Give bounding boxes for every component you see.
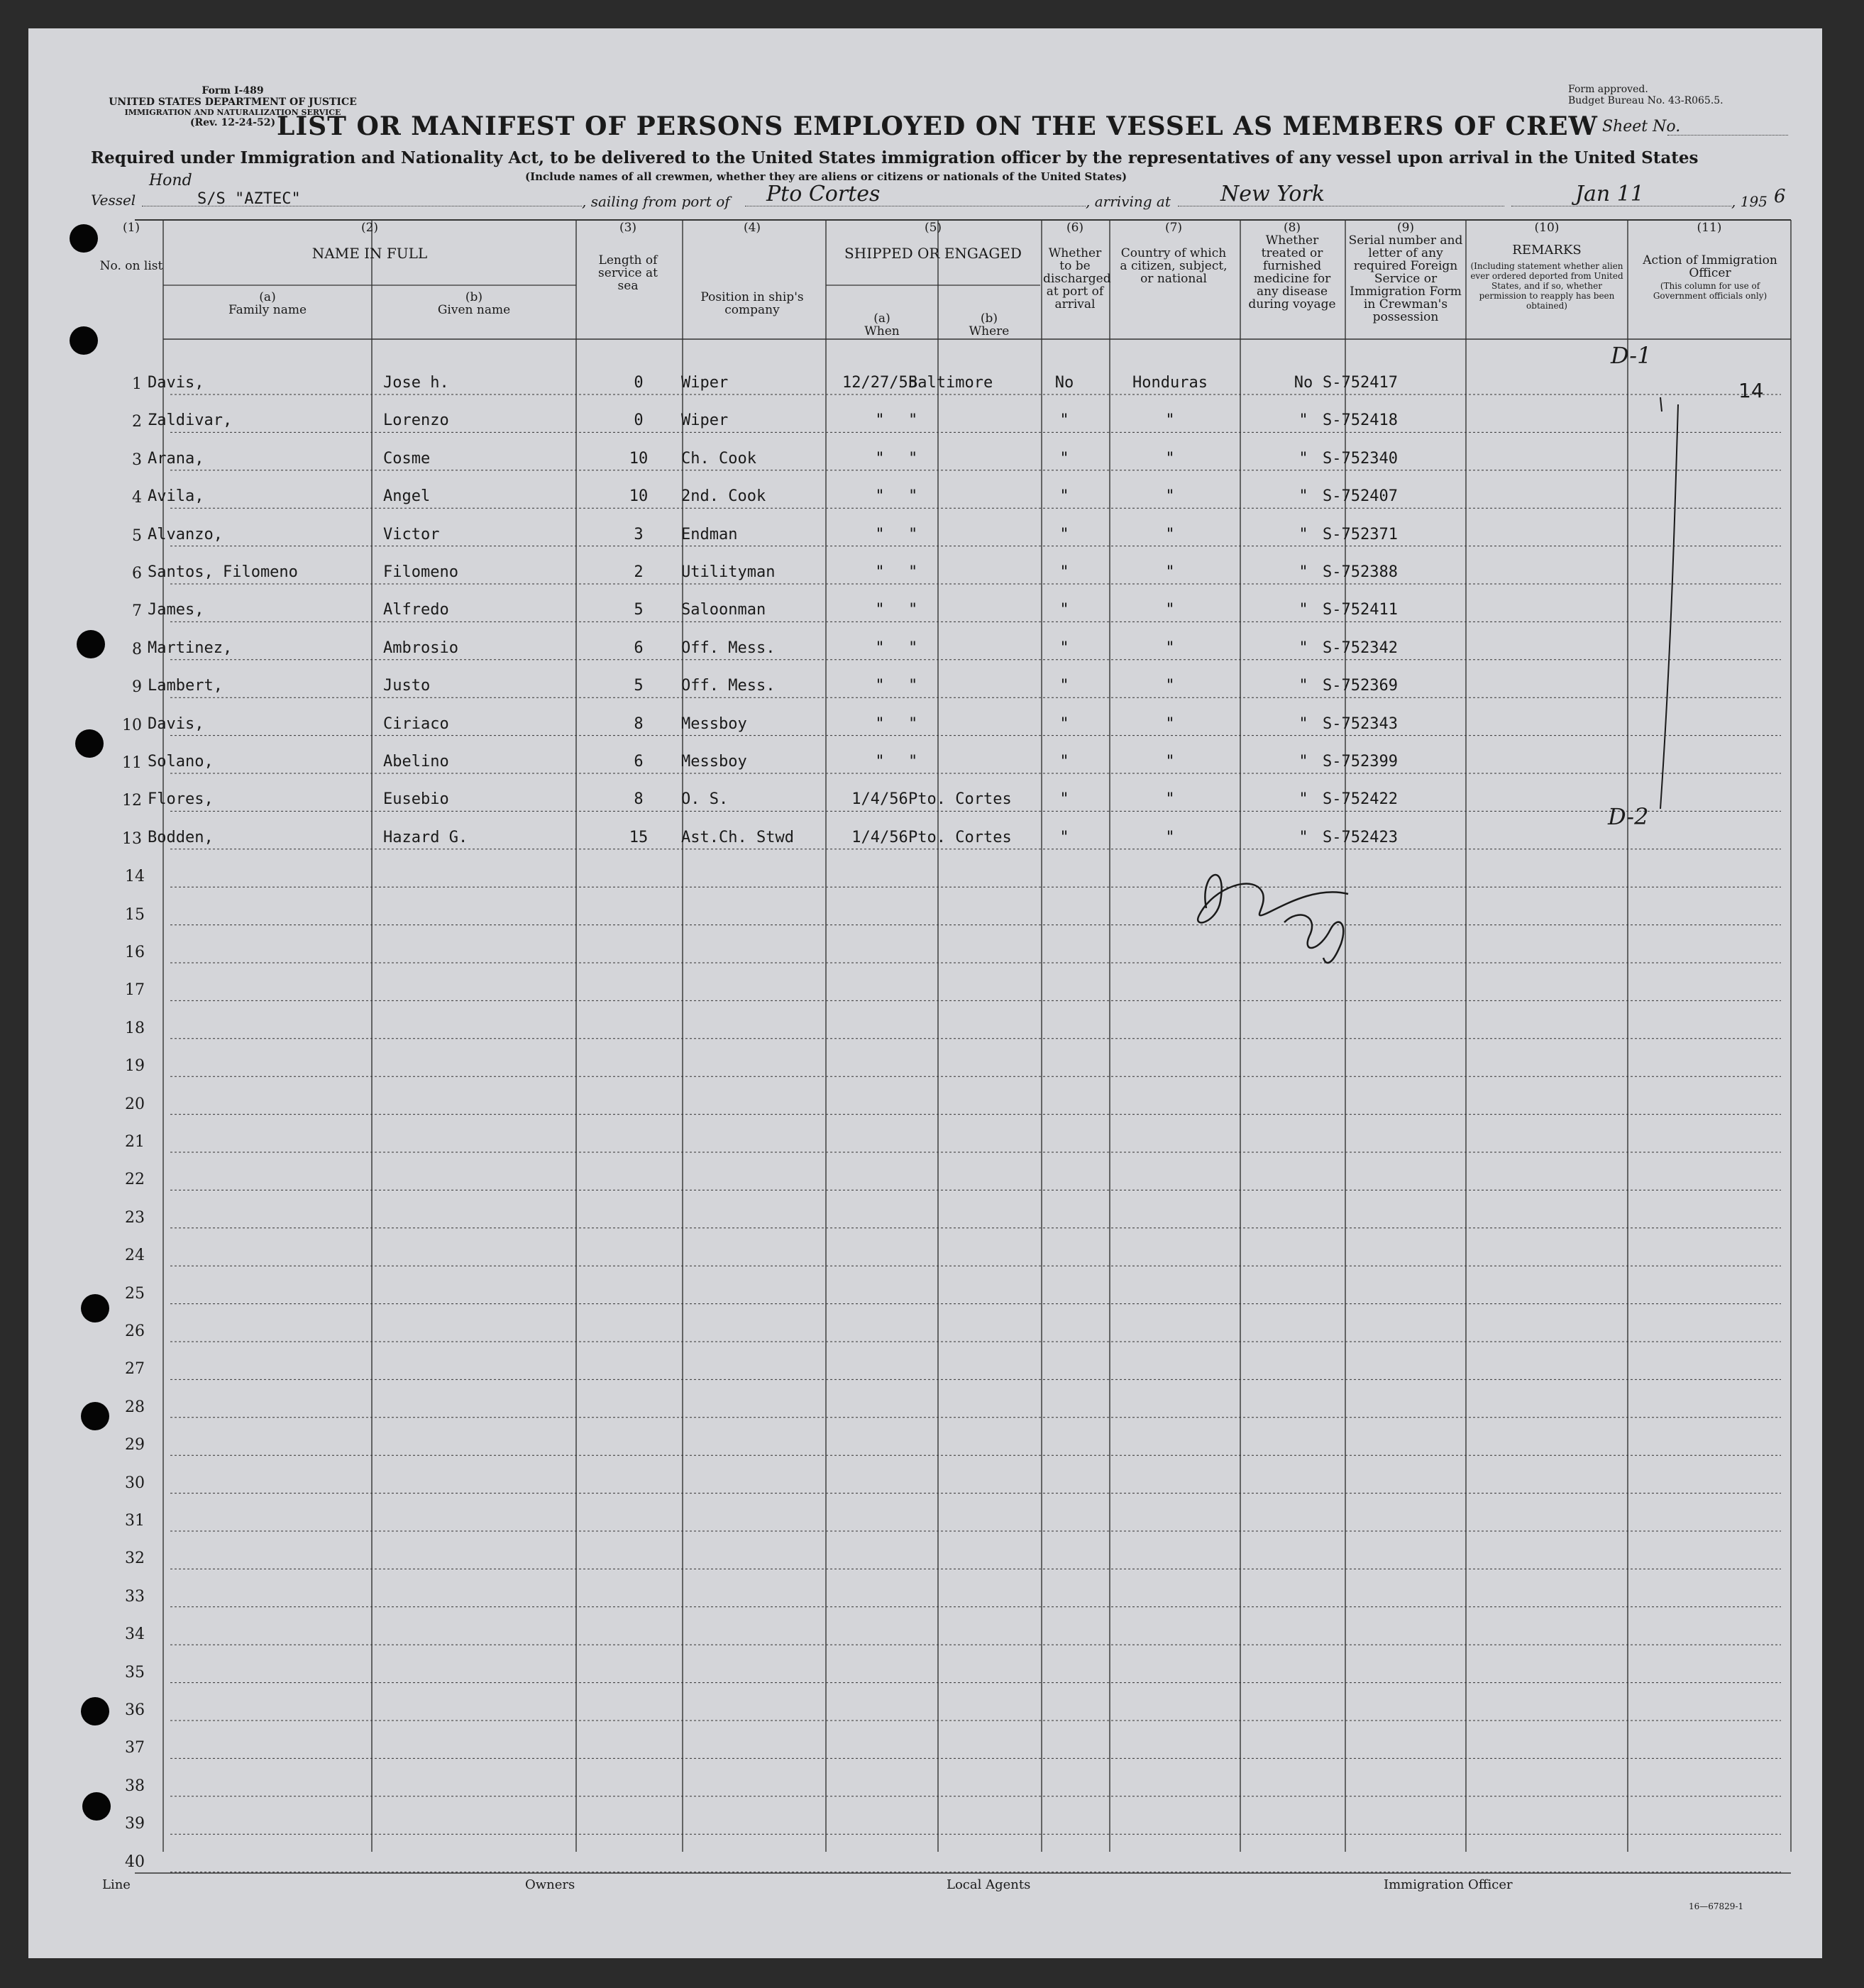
sailing-port: Pto Cortes bbox=[766, 182, 881, 206]
line-number: 29 bbox=[125, 1436, 145, 1454]
cell-given-name: Hazard G. bbox=[383, 828, 468, 846]
cell-discharged: " bbox=[1059, 828, 1069, 846]
cell-country: " bbox=[1165, 601, 1175, 619]
cell-given-name: Victor bbox=[383, 525, 440, 543]
service: IMMIGRATION AND NATURALIZATION SERVICE bbox=[124, 108, 341, 117]
cell-country: " bbox=[1165, 828, 1175, 846]
cell-treated: " bbox=[1298, 753, 1308, 771]
line-number: 31 bbox=[125, 1512, 145, 1530]
cell-position: 2nd. Cook bbox=[681, 487, 766, 506]
line-number: 18 bbox=[125, 1019, 145, 1037]
cell-serial: S-752343 bbox=[1323, 714, 1398, 733]
cell-position: Wiper bbox=[681, 412, 729, 430]
cell-family-name: Zaldivar, bbox=[148, 412, 233, 430]
cell-discharged: " bbox=[1059, 563, 1069, 581]
cell-country: " bbox=[1165, 525, 1175, 543]
col9-label: Serial number and letter of any required Foreign Service or Immigration Form in Crewman's possession bbox=[1348, 233, 1463, 324]
col2-label: NAME IN FULL bbox=[311, 245, 428, 262]
print-code: 16—67829-1 bbox=[1689, 1901, 1744, 1911]
col7-label: Country of which a citizen, subject, or national bbox=[1120, 246, 1228, 286]
punch-hole bbox=[81, 1402, 109, 1430]
cell-given-name: Alfredo bbox=[383, 601, 449, 619]
cell-family-name: Flores, bbox=[148, 790, 214, 809]
cell-when: " bbox=[875, 449, 885, 468]
cell-when: " bbox=[875, 525, 885, 543]
col4-number: (4) bbox=[743, 221, 761, 235]
cell-where: " bbox=[908, 412, 918, 430]
include-note: (Include names of all crewmen, whether they are aliens or citizens or nationals of the United States) bbox=[525, 170, 1127, 183]
line-number: 13 bbox=[122, 829, 142, 848]
cell-discharged: " bbox=[1059, 487, 1069, 506]
line-number: 33 bbox=[125, 1587, 145, 1606]
cell-when: 1/4/56 bbox=[851, 790, 908, 809]
page-title: LIST OR MANIFEST OF PERSONS EMPLOYED ON THE VESSEL AS MEMBERS OF CREW bbox=[277, 111, 1598, 141]
cell-service: 3 bbox=[634, 525, 644, 543]
cell-discharged: " bbox=[1059, 601, 1069, 619]
cell-discharged: " bbox=[1059, 677, 1069, 695]
cell-discharged: No bbox=[1054, 374, 1074, 392]
cell-when: " bbox=[875, 714, 885, 733]
footer-owners-label: Owners bbox=[525, 1877, 575, 1892]
cell-service: 8 bbox=[634, 790, 644, 809]
cell-where: " bbox=[908, 677, 918, 695]
cell-when: 1/4/56 bbox=[851, 828, 908, 846]
cell-serial: S-752407 bbox=[1323, 487, 1398, 506]
department: UNITED STATES DEPARTMENT OF JUSTICE bbox=[109, 96, 357, 108]
line-number: 6 bbox=[132, 565, 142, 582]
vessel-name: S/S "AZTEC" bbox=[197, 190, 301, 208]
cell-discharged: " bbox=[1059, 449, 1069, 468]
col2a-label: (a) Family name bbox=[228, 290, 307, 317]
cell-country: " bbox=[1165, 639, 1175, 657]
col11-number: (11) bbox=[1697, 221, 1722, 235]
cell-country: " bbox=[1165, 790, 1175, 809]
cell-service: 8 bbox=[634, 714, 644, 733]
revision: (Rev. 12-24-52) bbox=[189, 117, 276, 128]
cell-country: " bbox=[1165, 563, 1175, 581]
cell-serial: S-752417 bbox=[1323, 374, 1398, 392]
cell-service: 10 bbox=[629, 487, 649, 506]
cell-family-name: James, bbox=[148, 601, 204, 619]
cell-position: Wiper bbox=[681, 374, 729, 392]
col3-label: Length of service at sea bbox=[598, 253, 658, 293]
cell-family-name: Lambert, bbox=[148, 677, 223, 695]
col10-number: (10) bbox=[1534, 221, 1560, 235]
cell-serial: S-752422 bbox=[1323, 790, 1398, 809]
punch-hole bbox=[81, 1697, 109, 1725]
cell-given-name: Ciriaco bbox=[383, 714, 449, 733]
cell-given-name: Justo bbox=[383, 677, 431, 695]
footer-line-label: Line bbox=[102, 1877, 131, 1892]
cell-treated: " bbox=[1298, 828, 1308, 846]
footer-officer-label: Immigration Officer bbox=[1384, 1877, 1513, 1892]
cell-serial: S-752399 bbox=[1323, 753, 1398, 771]
footer-agents-label: Local Agents bbox=[947, 1877, 1031, 1892]
cell-serial: S-752371 bbox=[1323, 525, 1398, 543]
col11-note: (This column for use of Government officials only) bbox=[1653, 281, 1768, 301]
col1-label: No. on list bbox=[99, 259, 163, 273]
cell-service: 10 bbox=[629, 449, 649, 468]
cell-position: Messboy bbox=[681, 714, 747, 733]
line-number: 17 bbox=[125, 981, 145, 1000]
cell-treated: " bbox=[1298, 601, 1308, 619]
officer-signature bbox=[1178, 844, 1419, 972]
cell-given-name: Abelino bbox=[383, 753, 449, 771]
punch-hole bbox=[75, 729, 104, 758]
punch-hole bbox=[82, 1792, 111, 1821]
line-number: 10 bbox=[122, 716, 142, 734]
cell-service: 6 bbox=[634, 753, 644, 771]
cell-position: Ch. Cook bbox=[681, 449, 756, 468]
cell-position: Off. Mess. bbox=[681, 639, 776, 657]
cell-discharged: " bbox=[1059, 639, 1069, 657]
line-number: 35 bbox=[125, 1663, 145, 1681]
col6-number: (6) bbox=[1066, 221, 1084, 235]
cell-discharged: " bbox=[1059, 714, 1069, 733]
line-number: 2 bbox=[132, 413, 142, 431]
cell-position: Saloonman bbox=[681, 601, 766, 619]
line-number: 7 bbox=[132, 602, 142, 621]
ditto-line-annotation bbox=[1639, 383, 1696, 823]
cell-where: " bbox=[908, 639, 918, 657]
punch-hole bbox=[81, 1294, 109, 1322]
cell-family-name: Bodden, bbox=[148, 828, 214, 846]
cell-position: Utilityman bbox=[681, 563, 776, 581]
subtitle: Required under Immigration and Nationality Act, to be delivered to the United States immigration officer by the representatives of any vessel upon arrival in the United States bbox=[91, 149, 1699, 167]
arriving-label: , arriving at bbox=[1086, 193, 1171, 210]
vessel-label: Vessel bbox=[91, 192, 136, 209]
cell-treated: " bbox=[1298, 563, 1308, 581]
cell-discharged: " bbox=[1059, 790, 1069, 809]
cell-where: " bbox=[908, 601, 918, 619]
cell-country: " bbox=[1165, 487, 1175, 506]
cell-service: 0 bbox=[634, 374, 644, 392]
line-number: 27 bbox=[125, 1360, 145, 1379]
cell-discharged: " bbox=[1059, 753, 1069, 771]
cell-position: Off. Mess. bbox=[681, 677, 776, 695]
line-number: 25 bbox=[125, 1284, 145, 1303]
line-number: 3 bbox=[132, 451, 142, 469]
cell-treated: " bbox=[1298, 525, 1308, 543]
line-number: 34 bbox=[125, 1625, 145, 1644]
cell-when: " bbox=[875, 753, 885, 771]
manifest-sheet bbox=[28, 28, 1822, 1958]
cell-service: 0 bbox=[634, 412, 644, 430]
punch-hole bbox=[77, 630, 105, 658]
cell-family-name: Santos, Filomeno bbox=[148, 563, 298, 581]
year-hand: 6 bbox=[1774, 186, 1786, 207]
line-number: 20 bbox=[125, 1095, 145, 1113]
cell-given-name: Lorenzo bbox=[383, 412, 449, 430]
line-number: 15 bbox=[125, 905, 145, 924]
cell-when: " bbox=[875, 639, 885, 657]
cell-treated: " bbox=[1298, 487, 1308, 506]
line-number: 24 bbox=[125, 1247, 145, 1265]
annotation-count: 14 bbox=[1738, 379, 1764, 402]
cell-given-name: Ambrosio bbox=[383, 639, 458, 657]
cell-country: " bbox=[1165, 449, 1175, 468]
sheet-number-label: Sheet No. bbox=[1602, 118, 1681, 136]
line-number: 4 bbox=[132, 489, 142, 507]
col10-label: REMARKS bbox=[1512, 243, 1582, 258]
line-number: 22 bbox=[125, 1171, 145, 1189]
col10-note: (Including statement whether alien ever ordered deported from United States, and if so, whether permission to reapply has been obtained) bbox=[1470, 261, 1623, 311]
cell-position: Messboy bbox=[681, 753, 747, 771]
col6-label: Whether to be discharged at port of arrival bbox=[1043, 246, 1111, 311]
cell-serial: S-752418 bbox=[1323, 412, 1398, 430]
line-number: 5 bbox=[132, 526, 142, 545]
line-number: 9 bbox=[132, 678, 142, 697]
cell-when: 12/27/55 bbox=[842, 374, 917, 392]
cell-position: Endman bbox=[681, 525, 738, 543]
punch-hole bbox=[70, 224, 98, 253]
col3-number: (3) bbox=[619, 221, 637, 235]
cell-service: 6 bbox=[634, 639, 644, 657]
arrival-date: Jan 11 bbox=[1575, 182, 1644, 206]
line-number: 16 bbox=[125, 944, 145, 961]
col2b-label: (b) Given name bbox=[437, 290, 511, 317]
col9-number: (9) bbox=[1396, 221, 1415, 235]
cell-treated: " bbox=[1298, 449, 1308, 468]
line-number: 11 bbox=[122, 754, 142, 772]
col5b-label: (b) Where bbox=[969, 311, 1010, 338]
cell-family-name: Avila, bbox=[148, 487, 204, 506]
cell-country: " bbox=[1165, 753, 1175, 771]
cell-family-name: Solano, bbox=[148, 753, 214, 771]
line-number: 14 bbox=[125, 868, 145, 886]
cell-given-name: Filomeno bbox=[383, 563, 458, 581]
line-number: 39 bbox=[125, 1815, 145, 1833]
cell-serial: S-752411 bbox=[1323, 601, 1398, 619]
cell-service: 5 bbox=[634, 601, 644, 619]
cell-where: Baltimore bbox=[908, 374, 993, 392]
cell-given-name: Eusebio bbox=[383, 790, 449, 809]
cell-family-name: Davis, bbox=[148, 374, 204, 392]
cell-where: Pto. Cortes bbox=[908, 790, 1012, 809]
col1-number: (1) bbox=[122, 221, 140, 235]
cell-serial: S-752369 bbox=[1323, 677, 1398, 695]
cell-service: 15 bbox=[629, 828, 649, 846]
form-approved: Form approved. bbox=[1568, 84, 1648, 95]
cell-family-name: Martinez, bbox=[148, 639, 233, 657]
cell-treated: " bbox=[1298, 714, 1308, 733]
cell-service: 5 bbox=[634, 677, 644, 695]
cell-family-name: Davis, bbox=[148, 714, 204, 733]
cell-country: " bbox=[1165, 412, 1175, 430]
annotation-d2: D-2 bbox=[1608, 803, 1649, 830]
line-number: 12 bbox=[122, 792, 142, 810]
cell-service: 2 bbox=[634, 563, 644, 581]
line-number: 26 bbox=[125, 1322, 145, 1340]
col5-number: (5) bbox=[924, 221, 942, 235]
line-number: 36 bbox=[125, 1701, 145, 1719]
col11-label: Action of Immigration Officer bbox=[1643, 253, 1777, 280]
line-number: 21 bbox=[125, 1133, 145, 1151]
line-number: 32 bbox=[125, 1550, 145, 1568]
cell-serial: S-752388 bbox=[1323, 563, 1398, 581]
cell-given-name: Jose h. bbox=[383, 374, 449, 392]
col7-number: (7) bbox=[1164, 221, 1183, 235]
cell-discharged: " bbox=[1059, 525, 1069, 543]
cell-when: " bbox=[875, 412, 885, 430]
line-number: 1 bbox=[132, 375, 142, 393]
cell-where: Pto. Cortes bbox=[908, 828, 1012, 846]
cell-serial: S-752342 bbox=[1323, 639, 1398, 657]
line-number: 23 bbox=[125, 1208, 145, 1227]
col8-label: Whether treated or furnished medicine for any disease during voyage bbox=[1248, 233, 1336, 311]
cell-treated: " bbox=[1298, 677, 1308, 695]
cell-where: " bbox=[908, 714, 918, 733]
form-number: Form I-489 bbox=[202, 85, 264, 96]
arriving-port: New York bbox=[1220, 182, 1325, 206]
punch-hole bbox=[70, 326, 98, 355]
col5a-label: (a) When bbox=[864, 311, 900, 338]
line-number: 28 bbox=[125, 1398, 145, 1416]
cell-position: Ast.Ch. Stwd bbox=[681, 828, 794, 846]
annotation-d1: D-1 bbox=[1611, 342, 1652, 369]
cell-family-name: Alvanzo, bbox=[148, 525, 223, 543]
cell-treated: " bbox=[1298, 412, 1308, 430]
cell-when: " bbox=[875, 563, 885, 581]
budget-bureau: Budget Bureau No. 43-R065.5. bbox=[1568, 95, 1724, 106]
cell-given-name: Cosme bbox=[383, 449, 431, 468]
sailing-label: , sailing from port of bbox=[582, 193, 730, 210]
line-number: 30 bbox=[125, 1474, 145, 1492]
cell-given-name: Angel bbox=[383, 487, 431, 506]
cell-where: " bbox=[908, 563, 918, 581]
cell-country: " bbox=[1165, 677, 1175, 695]
cell-country: " bbox=[1165, 714, 1175, 733]
year-label: , 195 bbox=[1731, 193, 1768, 210]
cell-serial: S-752423 bbox=[1323, 828, 1398, 846]
cell-treated: No bbox=[1294, 374, 1313, 392]
col4-label: Position in ship's company bbox=[700, 290, 804, 317]
cell-serial: S-752340 bbox=[1323, 449, 1398, 468]
cell-treated: " bbox=[1298, 790, 1308, 809]
cell-country: Honduras bbox=[1132, 374, 1208, 392]
cell-treated: " bbox=[1298, 639, 1308, 657]
line-number: 38 bbox=[125, 1777, 145, 1795]
cell-where: " bbox=[908, 487, 918, 506]
line-number: 40 bbox=[125, 1852, 145, 1871]
col5-label: SHIPPED OR ENGAGED bbox=[844, 245, 1022, 262]
cell-where: " bbox=[908, 753, 918, 771]
cell-when: " bbox=[875, 677, 885, 695]
cell-when: " bbox=[875, 601, 885, 619]
cell-discharged: " bbox=[1059, 412, 1069, 430]
col8-number: (8) bbox=[1283, 221, 1301, 235]
vessel-hand-note: Hond bbox=[149, 172, 192, 189]
line-number: 19 bbox=[125, 1057, 145, 1076]
line-number: 37 bbox=[125, 1739, 145, 1757]
cell-where: " bbox=[908, 449, 918, 468]
cell-family-name: Arana, bbox=[148, 449, 204, 468]
sheet-number-field bbox=[1667, 135, 1788, 136]
cell-where: " bbox=[908, 525, 918, 543]
cell-when: " bbox=[875, 487, 885, 506]
line-number: 8 bbox=[132, 640, 142, 658]
cell-position: O. S. bbox=[681, 790, 729, 809]
col2-number: (2) bbox=[360, 221, 379, 235]
form-header-right bbox=[1568, 84, 1795, 106]
